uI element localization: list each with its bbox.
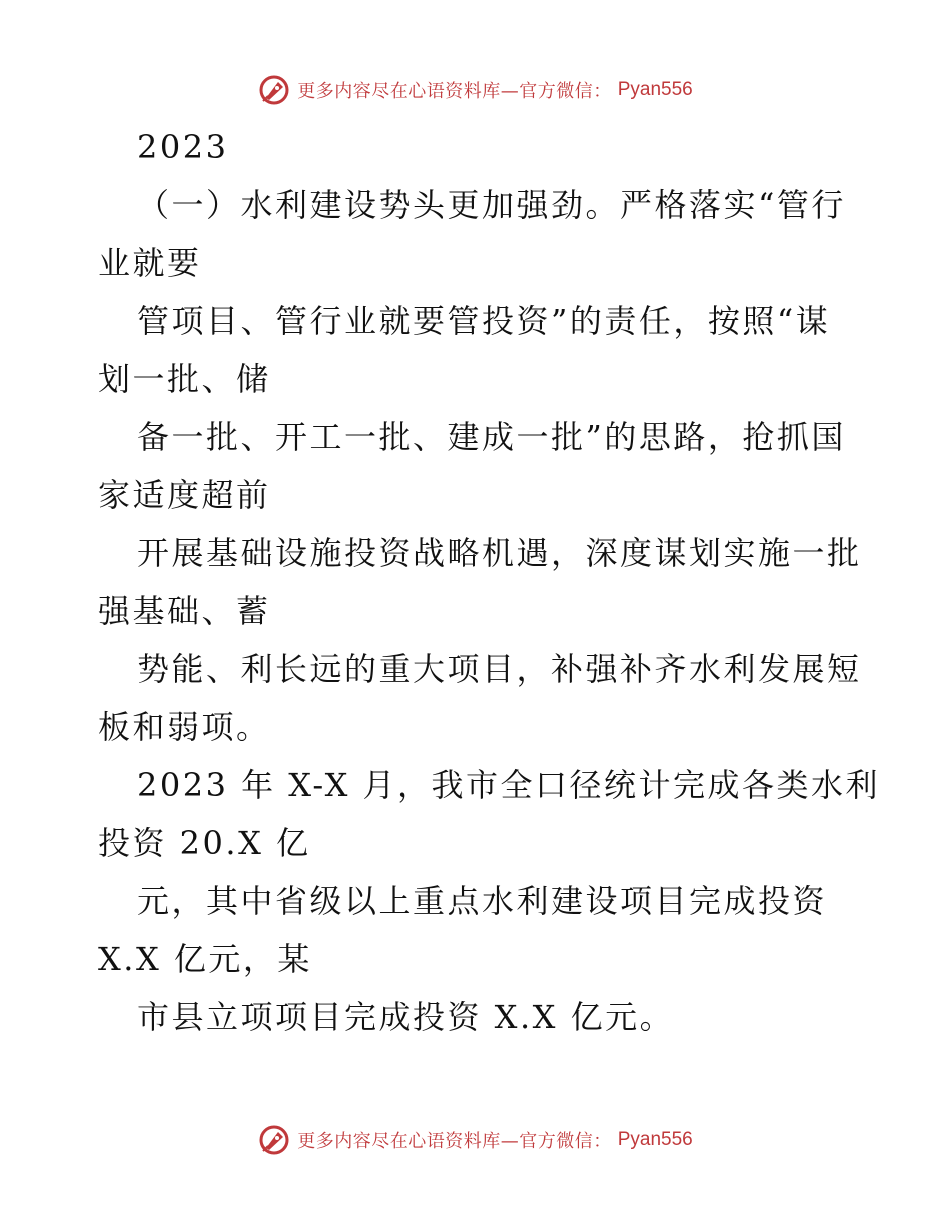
text-line: （一）水利建设势头更加强劲。严格落实“管行: [137, 186, 846, 224]
text-line: 板和弱项。: [98, 708, 271, 746]
watermark-banner-top: [0, 70, 950, 110]
watermark-wechat-id: Pyan556: [617, 79, 693, 100]
text-line: 势能、利长远的重大项目，补强补齐水利发展短: [137, 650, 862, 688]
text-line: 划一批、储: [98, 360, 271, 398]
watermark-text: 更多内容尽在心语资料库—官方微信：: [297, 1131, 612, 1152]
watermark-text: 更多内容尽在心语资料库—官方微信：: [297, 81, 612, 102]
text-line: 元，其中省级以上重点水利建设项目完成投资: [137, 882, 828, 920]
text-line: 开展基础设施投资战略机遇，深度谋划实施一批: [137, 534, 862, 572]
text-line: 家适度超前: [98, 476, 271, 514]
text-line: 2023 年 X-X 月，我市全口径统计完成各类水利: [137, 766, 881, 804]
pen-nib-logo-icon: [257, 1123, 291, 1157]
text-line: 市县立项项目完成投资 X.X 亿元。: [137, 998, 675, 1036]
text-line: X.X 亿元，某: [98, 940, 312, 978]
text-line: 2023: [137, 128, 229, 166]
pen-nib-logo-icon: [257, 73, 291, 107]
text-line: 业就要: [98, 244, 202, 282]
watermark-banner-bottom: [0, 1120, 950, 1160]
text-line: 管项目、管行业就要管投资”的责任，按照“谋: [137, 302, 831, 340]
watermark-wechat-id: Pyan556: [617, 1129, 693, 1150]
text-line: 强基础、蓄: [98, 592, 271, 630]
text-line: 备一批、开工一批、建成一批”的思路，抢抓国: [137, 418, 846, 456]
text-line: 投资 20.X 亿: [98, 824, 311, 862]
